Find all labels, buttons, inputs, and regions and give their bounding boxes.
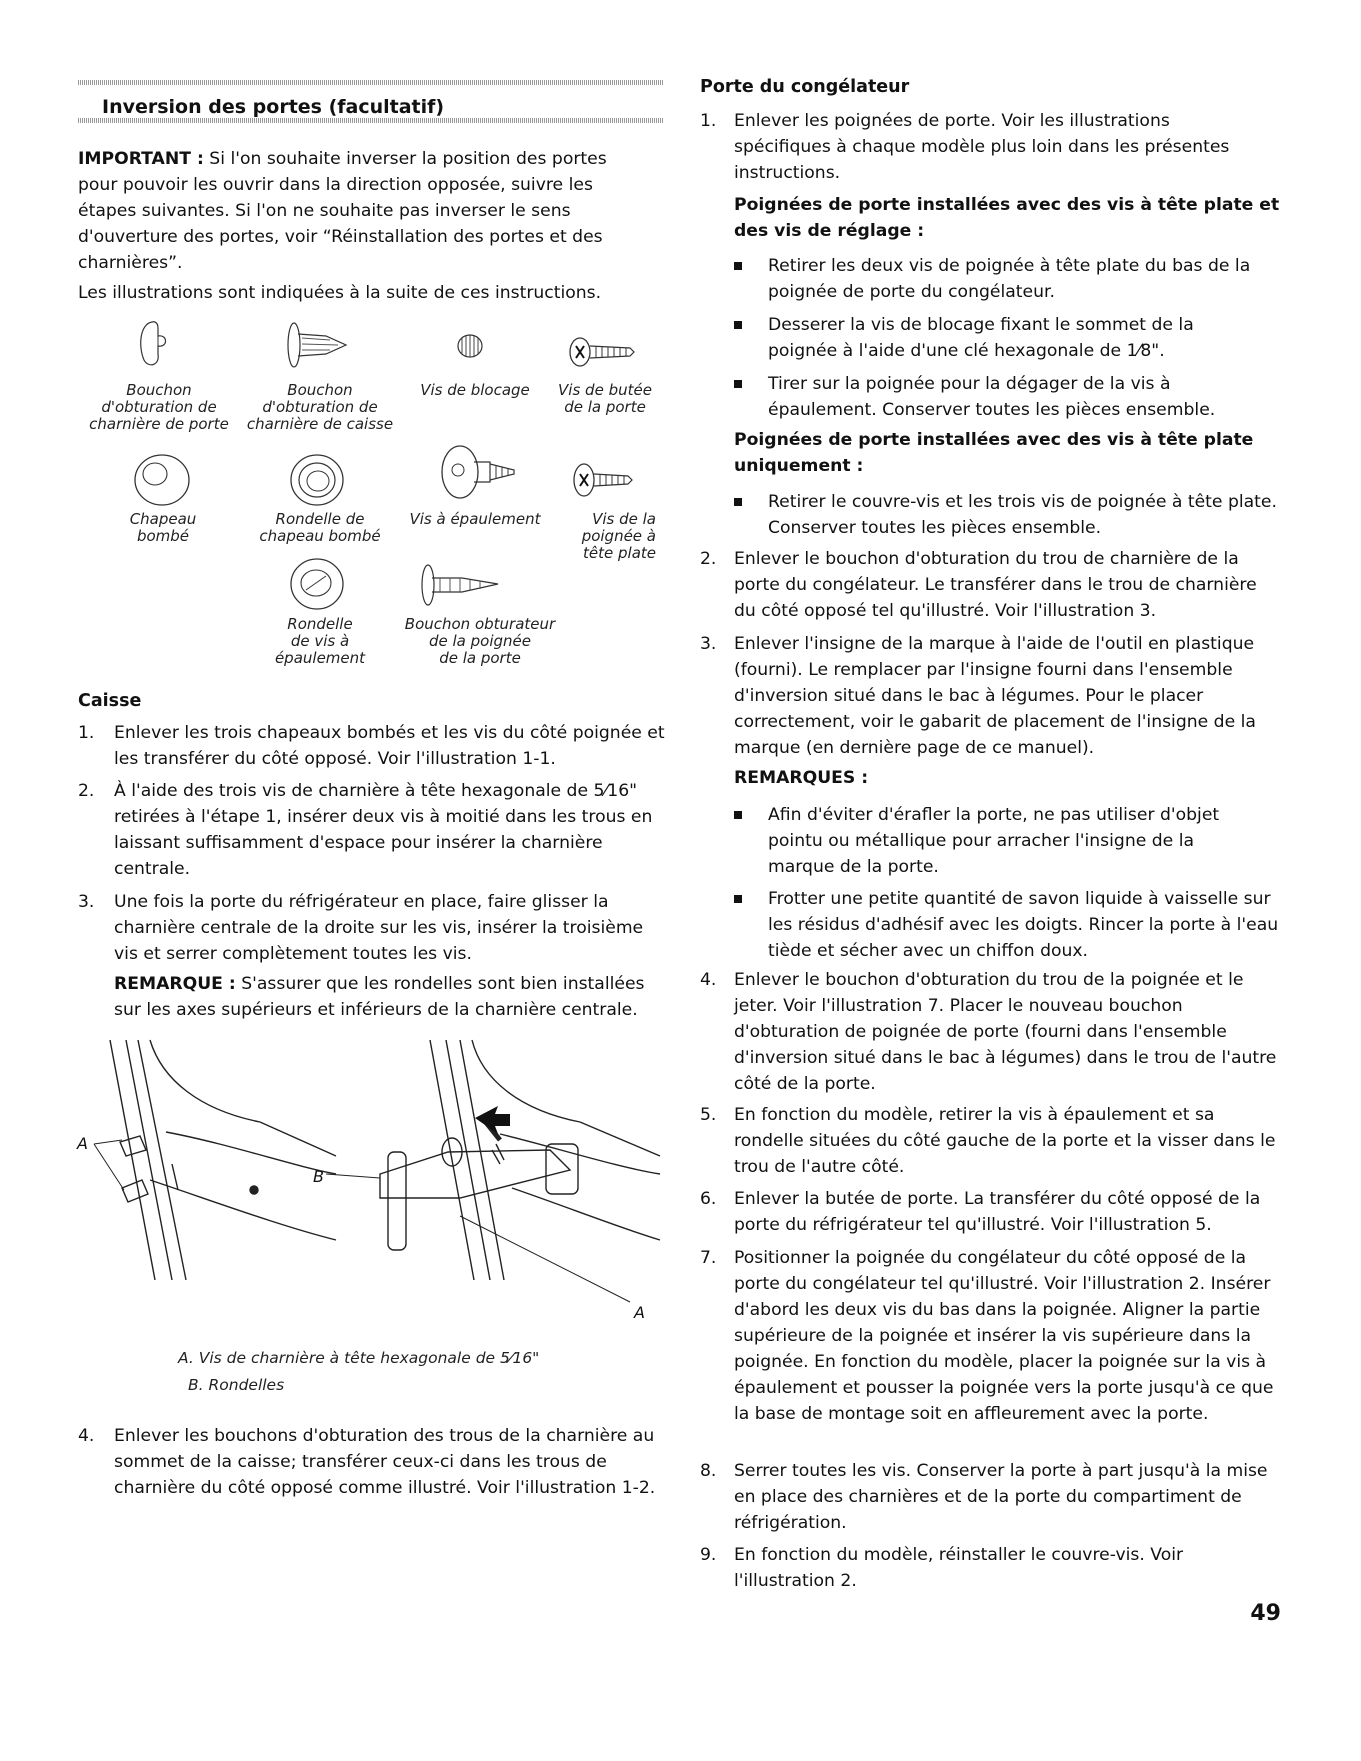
bullet-icon	[734, 895, 742, 903]
step-text: Enlever le bouchon d'obturation du trou de charnière de la porte du congélateur. Le transférer dans le trou de charnière du côté opposé tel qu'illustré. Voir l'illustration 3.	[734, 549, 1257, 621]
step-number: 4.	[78, 1426, 95, 1446]
important-paragraph	[78, 146, 638, 276]
sub1-title: Poignées de porte installées avec des vis à tête plate et des vis de réglage :	[734, 195, 1280, 241]
remarque-label: REMARQUE :	[114, 974, 236, 994]
step-number: 7.	[700, 1248, 717, 1268]
part-label-lock-screw: Vis de blocage	[420, 381, 530, 399]
step-number: 4.	[700, 970, 717, 990]
figure-label-a-left: A	[77, 1134, 88, 1153]
part-label-shoulder-screw-washer: Rondelle de vis à épaulement	[274, 615, 366, 667]
part-label-handle-plug: Bouchon obturateur de la poignée de la porte	[404, 615, 556, 667]
part-label-flat-head-screw: Vis de la poignée à tête plate	[581, 510, 656, 562]
bullet-text: Retirer les deux vis de poignée à tête plate du bas de la poignée de porte du congélateur.	[768, 256, 1251, 302]
bullet-icon	[734, 498, 742, 506]
dome-cap-washer-icon	[288, 452, 346, 508]
center-hinge-figure	[80, 1040, 660, 1330]
step-number: 1.	[700, 111, 717, 131]
remarque-paragraph	[114, 971, 666, 1023]
page-number: 49	[1250, 1601, 1281, 1626]
step-number: 1.	[78, 723, 95, 743]
step-number: 5.	[700, 1105, 717, 1125]
door-hinge-plug-icon	[134, 318, 184, 370]
bullet-icon	[734, 811, 742, 819]
step-number: 3.	[700, 634, 717, 654]
step-text: Enlever les poignées de porte. Voir les illustrations spécifiques à chaque modèle plus loin dans les présentes instructions.	[734, 111, 1230, 183]
step-text: À l'aide des trois vis de charnière à tête hexagonale de 5⁄16" retirées à l'étape 1, insérer deux vis à moitié dans les trous en laissant suffisamment d'espace pour insérer la charnière centrale.	[114, 781, 653, 879]
step-text: Enlever l'insigne de la marque à l'aide de l'outil en plastique (fourni). Le remplacer par l'insigne fourni dans l'ensemble d'inversion situé dans le bac à légumes. Pour le placer correctement, voir le gabarit de placement de l'insigne de la marque (en dernière page de ce manuel).	[734, 634, 1256, 758]
step-text: Enlever les bouchons d'obturation des trous de la charnière au sommet de la caisse; transférer ceux-ci dans les trous de charnière du côté opposé comme illustré. Voir l'illustration 1-2.	[114, 1426, 656, 1498]
bullet-icon	[734, 321, 742, 329]
figure-label-b: B	[313, 1167, 324, 1186]
part-label-shoulder-screw: Vis à épaulement	[409, 510, 541, 528]
step-text: Enlever les trois chapeaux bombés et les vis du côté poignée et les transférer du côté opposé. Voir l'illustration 1-1.	[114, 723, 665, 769]
figure-label-a-right: A	[634, 1303, 645, 1322]
shoulder-screw-icon	[438, 444, 520, 502]
caisse-title: Caisse	[78, 691, 142, 711]
cabinet-hinge-plug-icon	[286, 320, 356, 370]
bullet-text: Desserer la vis de blocage fixant le sommet de la poignée à l'aide d'une clé hexagonale de 1⁄8".	[768, 315, 1194, 361]
bullet-text: Retirer le couvre-vis et les trois vis de poignée à tête plate. Conserver toutes les pièces ensemble.	[768, 492, 1277, 538]
shoulder-screw-washer-icon	[288, 556, 346, 612]
part-label-dome-cap-washer: Rondelle de chapeau bombé	[259, 510, 381, 545]
bullet-text: Frotter une petite quantité de savon liquide à vaisselle sur les résidus d'adhésif avec les doigts. Rincer la porte à l'eau tiède et sécher avec un chiffon doux.	[768, 889, 1279, 961]
flat-head-handle-screw-icon	[572, 460, 636, 500]
step-number: 2.	[700, 549, 717, 569]
important-label: IMPORTANT :	[78, 149, 204, 169]
bullet-icon	[734, 380, 742, 388]
bullet-text: Afin d'éviter d'érafler la porte, ne pas utiliser d'objet pointu ou métallique pour arracher l'insigne de la marque de la porte.	[768, 805, 1220, 877]
part-label-dome-cap: Chapeau bombé	[129, 510, 197, 545]
section-title: Inversion des portes (facultatif)	[102, 96, 445, 118]
title-rule-bottom	[78, 118, 664, 123]
figure-caption-a: A. Vis de charnière à tête hexagonale de 5⁄16"	[178, 1349, 540, 1367]
part-label-door-stop-screw: Vis de butée de la porte	[558, 381, 652, 416]
lock-screw-icon	[455, 332, 485, 360]
handle-plug-icon	[418, 562, 506, 608]
remarques-title: REMARQUES :	[734, 768, 869, 788]
step-text: Enlever le bouchon d'obturation du trou de la poignée et le jeter. Voir l'illustration 7. Placer le nouveau bouchon d'obturation de poignée de porte (fourni dans l'ensemble d'inversion situé dans le bac à légumes) dans le trou de l'autre côté de la porte.	[734, 970, 1277, 1094]
dome-cap-icon	[132, 452, 192, 508]
step-text: Enlever la butée de porte. La transférer du côté opposé de la porte du réfrigérateur tel qu'illustré. Voir l'illustration 5.	[734, 1189, 1261, 1235]
step-text: Serrer toutes les vis. Conserver la porte à part jusqu'à la mise en place des charnières et de la porte du compartiment de réfrigération.	[734, 1461, 1268, 1533]
step-text: En fonction du modèle, réinstaller le couvre-vis. Voir l'illustration 2.	[734, 1545, 1184, 1591]
step-number: 9.	[700, 1545, 717, 1565]
important-text: Si l'on souhaite inverser la position des portes pour pouvoir les ouvrir dans la direction opposée, suivre les étapes suivantes. Si l'on ne souhaite pas inverser le sens d'ouverture des portes, voir “Réinstallation des portes et des charnières”.	[78, 149, 607, 273]
step-number: 6.	[700, 1189, 717, 1209]
part-label-cabinet-hinge-plug: Bouchon d'obturation de charnière de caisse	[246, 381, 394, 433]
sub2-title: Poignées de porte installées avec des vis à tête plate uniquement :	[734, 430, 1254, 476]
freezer-door-title: Porte du congélateur	[700, 77, 910, 97]
step-text: En fonction du modèle, retirer la vis à épaulement et sa rondelle situées du côté gauche de la porte et la visser dans le trou de l'autre côté.	[734, 1105, 1276, 1177]
part-label-door-hinge-plug: Bouchon d'obturation de charnière de porte	[89, 381, 229, 433]
bullet-text: Tirer sur la poignée pour la dégager de la vis à épaulement. Conserver toutes les pièces ensemble.	[768, 374, 1216, 420]
remarque-text: S'assurer que les rondelles sont bien installées sur les axes supérieurs et inférieurs de la charnière centrale.	[114, 974, 645, 1020]
figure-caption-b: B. Rondelles	[188, 1376, 285, 1394]
title-rule-top	[78, 80, 664, 85]
illustrations-note: Les illustrations sont indiquées à la suite de ces instructions.	[78, 283, 602, 303]
step-number: 3.	[78, 892, 95, 912]
step-text: Positionner la poignée du congélateur du côté opposé de la porte du congélateur tel qu'illustré. Voir l'illustration 2. Insérer d'abord les deux vis du bas dans la poignée. Aligner la partie supérieure de la poignée et insérer la vis supérieure dans la poignée. En fonction du modèle, placer la poignée sur la vis à épaulement et pousser la poignée vers la porte jusqu'à ce que la base de montage soit en affleurement avec la porte.	[734, 1248, 1274, 1424]
step-text: Une fois la porte du réfrigérateur en place, faire glisser la charnière centrale de la droite sur les vis, insérer la troisième vis et serrer complètement toutes les vis.	[114, 892, 644, 964]
step-number: 8.	[700, 1461, 717, 1481]
door-stop-screw-icon	[568, 336, 638, 368]
bullet-icon	[734, 262, 742, 270]
step-number: 2.	[78, 781, 95, 801]
